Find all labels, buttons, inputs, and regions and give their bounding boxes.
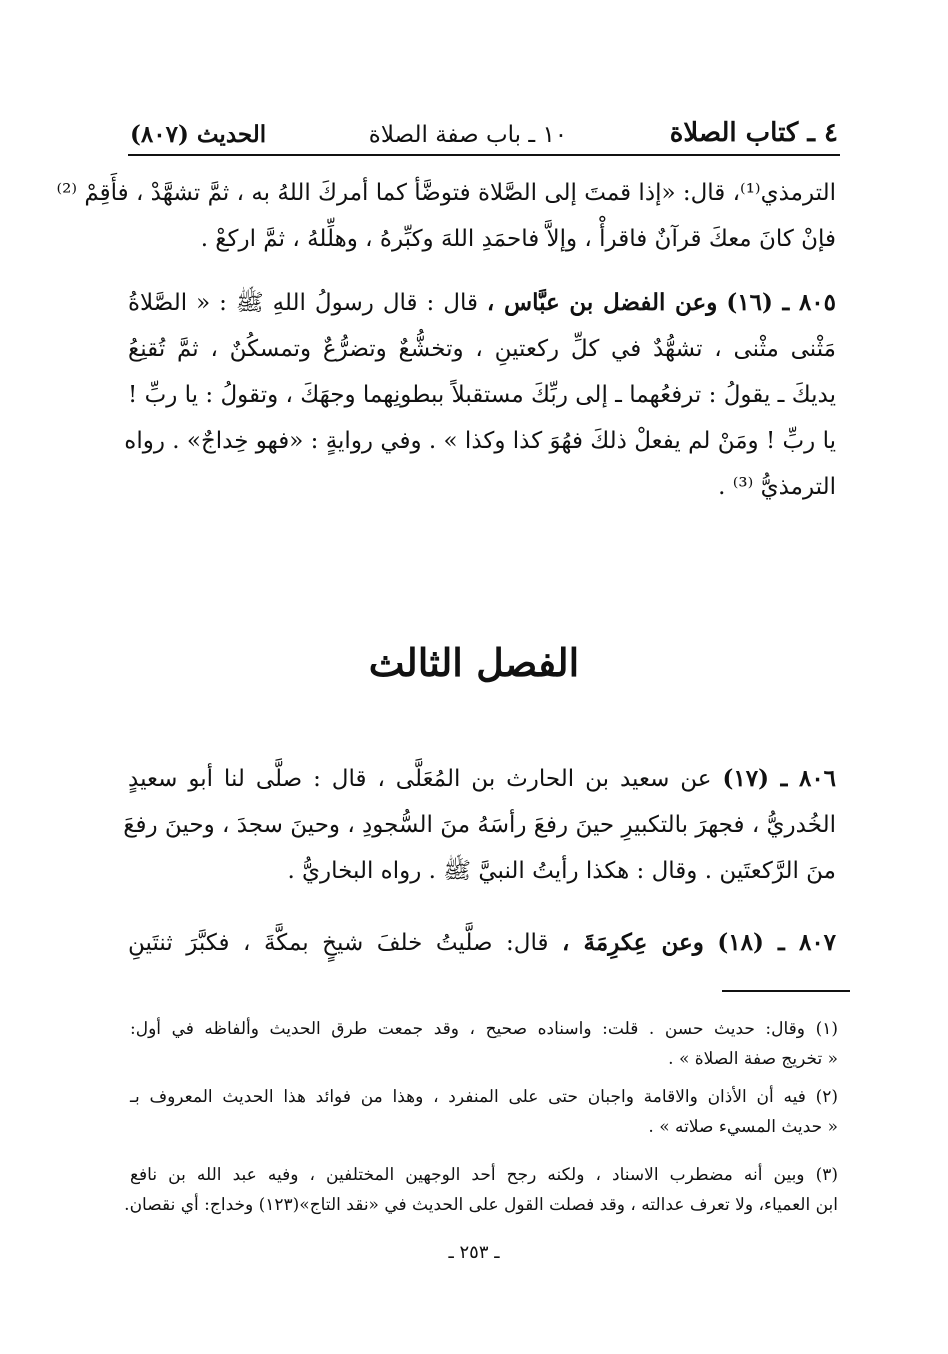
footnote-line: « حديث المسيء صلاته » . (648, 1117, 838, 1137)
footnote-3 (124, 1160, 838, 1220)
hadith-narrator: عن سعيد بن الحارث بن المُعَلَّى ، (377, 766, 712, 792)
header-chapter-title: ١٠ ـ باب صفة الصلاة (368, 122, 568, 148)
text-line: الترمذي⁽¹⁾، قال: «إذا قمتَ إلى الصَّلاة فتوضَّأ كما أمركَ اللهُ به ، ثمَّ تشهَّدْ ، فأَقِمْ ⁽²⁾ (56, 180, 836, 206)
text-span: قال : قال رسولُ اللهِ ﷺ : « الصَّلاةُ (128, 290, 478, 316)
footnote-line: (٣) وبين أنه مضطرب الاسناد ، ولكنه رجح أحد الوجهين المختلفين ، وفيه عبد الله بن نافع (130, 1165, 838, 1185)
footnote-2 (130, 1082, 838, 1142)
header-hadith-number: الحديث (٨٠٧) (130, 121, 267, 148)
running-header (130, 100, 838, 148)
hadith-number: ٨٠٥ ـ (١٦) (726, 289, 836, 316)
text-line: فإنْ كانَ معكَ قرآنٌ فاقرأْ ، وإلاَّ فاحمَدِ اللهَ وكبِّرهُ ، وهلِّلهُ ، ثمَّ اركعْ . (200, 226, 836, 252)
text-line: يديكَ ـ يقولُ : ترفعُهما ـ إلى ربِّكَ مستقبلاً ببطونِهما وجهَكَ ، وتقولُ : يا ربِّ ! (128, 382, 836, 408)
footnote-rule (722, 990, 850, 992)
footnote-1 (130, 1014, 838, 1074)
text-span: قال: صلَّيتُ خلفَ شيخٍ بمكَّةَ ، فكبَّرَ ثنتَينِ (128, 930, 549, 956)
text-line: الترمذيُّ ⁽³⁾ . (718, 474, 836, 500)
footnote-line: (١) وقال: حديث حسن . قلت: واسناده صحيح ، وقد جمعت طرق الحديث وألفاظه في أول: (130, 1019, 838, 1039)
page-number: ـ ٢٥٣ ـ (448, 1242, 500, 1263)
text-span: قال : صلَّى لنا أبو سعيدٍ (128, 766, 367, 792)
hadith-narrator: وعن الفضل بن عبَّاس ، (486, 289, 718, 316)
section-title: الفصل الثالث (368, 640, 580, 685)
footnote-line: « تخريج صفة الصلاة » . (668, 1049, 838, 1069)
header-rule (128, 154, 840, 156)
hadith-806 (123, 756, 837, 894)
text-line: منَ الرَّكعتَين . وقال : هكذا رأيتُ النبيَّ ﷺ . رواه البخاريُّ . (287, 858, 836, 884)
hadith-narrator: وعن عِكرِمَةَ ، (561, 929, 704, 956)
hadith-807 (128, 920, 836, 966)
text-line: مَثْنى مثْنى ، تشهُّدٌ في كلِّ ركعتينِ ، وتخشُّعٌ وتضرُّعٌ وتمسكُنٌ ، ثمَّ تُقنِعُ (128, 336, 836, 362)
text-line: يا ربِّ ! ومَنْ لم يفعلْ ذلكَ فهُوَ كذا وكذا » . وفي روايةٍ : «فهو خِداجٌ» . رواه (124, 428, 836, 454)
hadith-805-continuation (56, 170, 836, 262)
hadith-805 (124, 280, 836, 510)
footnote-line: (٢) فيه أن الأذان والاقامة واجبان حتى على المنفرد ، وهذا من فوائد هذا الحديث المعروف بـ (130, 1087, 838, 1107)
hadith-number: ٨٠٦ ـ (١٧) (722, 765, 837, 792)
header-book-title: ٤ ـ كتاب الصلاة (669, 118, 838, 148)
footnote-line: ابن العمياء، ولا تعرف عدالته ، وقد فصلت القول على الحديث في «نقد التاج»(١٢٣) وخداج: أي نقصان. (124, 1195, 838, 1215)
hadith-number: ٨٠٧ ـ (١٨) (717, 929, 837, 956)
text-line: الخُدريُّ ، فجهرَ بالتكبيرِ حينَ رفعَ رأسَهُ منَ السُّجودِ ، وحينَ سجدَ ، وحينَ رفعَ (123, 812, 836, 838)
